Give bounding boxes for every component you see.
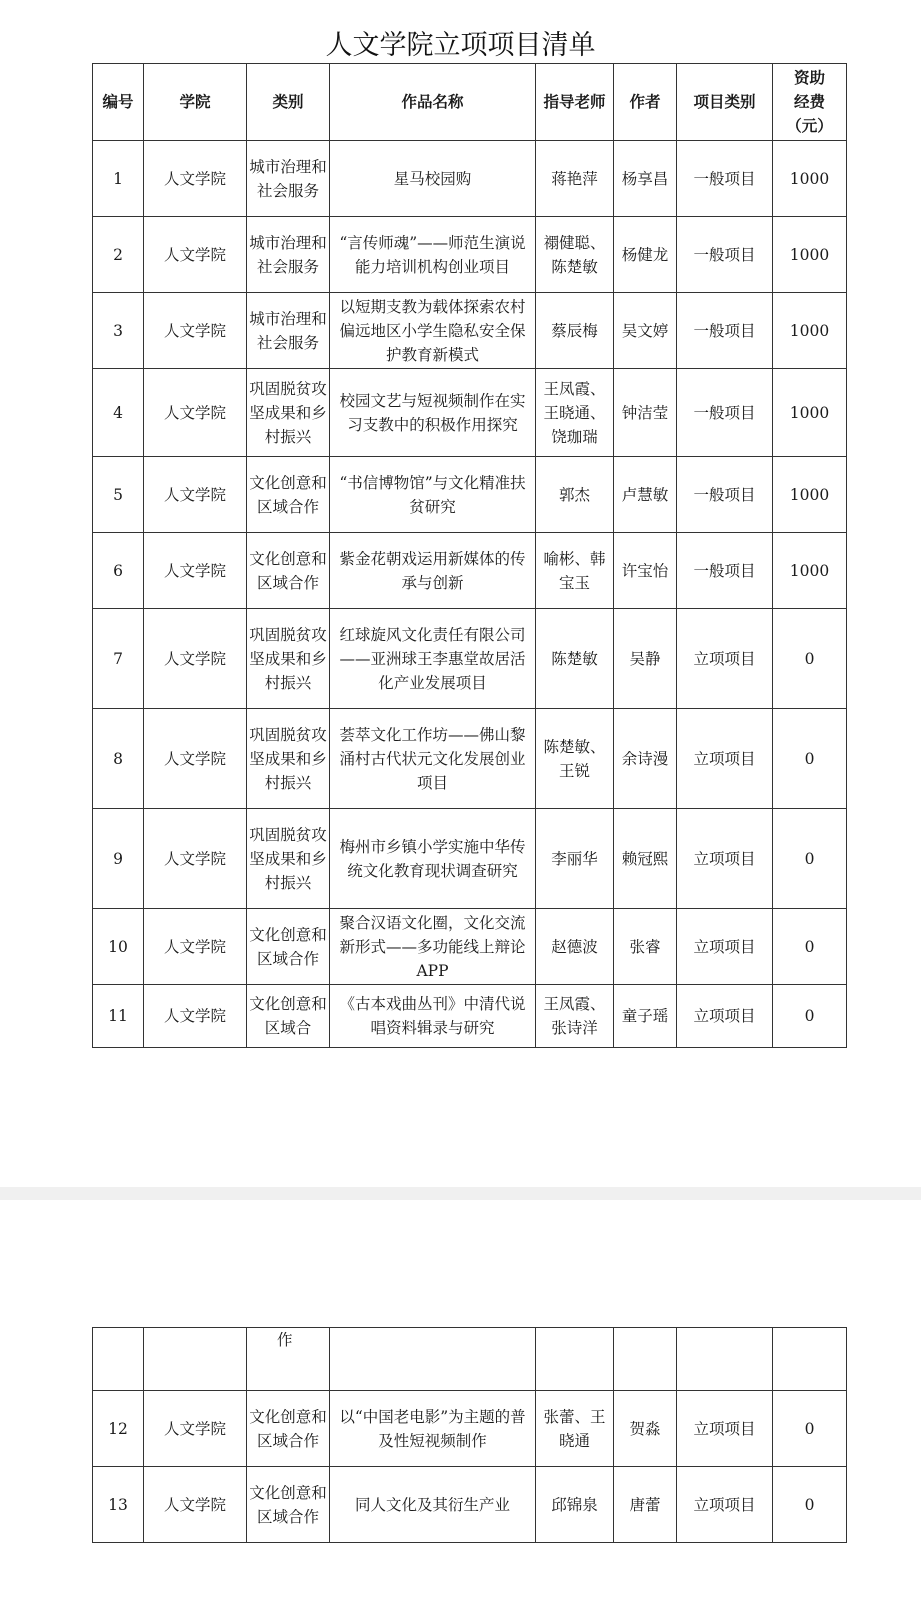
cell-no: 10 — [93, 909, 144, 985]
cell-category: 巩固脱贫攻坚成果和乡村振兴 — [247, 369, 330, 457]
header-category: 类别 — [247, 64, 330, 141]
cell-college: 人文学院 — [144, 293, 247, 369]
cell-type: 一般项目 — [677, 457, 773, 533]
table-row — [93, 141, 847, 217]
cell-advisor: 王凤霞、王晓通、饶珈瑞 — [536, 369, 614, 457]
table-row — [93, 909, 847, 985]
cell-no: 8 — [93, 709, 144, 809]
cell-advisor: 陈楚敏 — [536, 609, 614, 709]
cell-no: 2 — [93, 217, 144, 293]
cell-category: 城市治理和社会服务 — [247, 217, 330, 293]
cell-category: 城市治理和社会服务 — [247, 293, 330, 369]
cont-category-tail: 作 — [247, 1328, 330, 1391]
cell-college: 人文学院 — [144, 809, 247, 909]
cont-work-cell — [330, 1328, 536, 1391]
header-advisor: 指导老师 — [536, 64, 614, 141]
cell-advisor: 蔡辰梅 — [536, 293, 614, 369]
cell-funding: 0 — [773, 985, 847, 1048]
cell-work: 以短期支教为载体探索农村偏远地区小学生隐私安全保护教育新模式 — [330, 293, 536, 369]
cell-author: 吴静 — [614, 609, 677, 709]
cell-author: 卢慧敏 — [614, 457, 677, 533]
cell-funding: 1000 — [773, 369, 847, 457]
header-type: 项目类别 — [677, 64, 773, 141]
continuation-row — [93, 1328, 847, 1391]
cell-advisor: 邱锦泉 — [536, 1467, 614, 1543]
cell-no: 9 — [93, 809, 144, 909]
cell-college: 人文学院 — [144, 369, 247, 457]
cell-category: 文化创意和区域合作 — [247, 533, 330, 609]
cell-author: 贺淼 — [614, 1391, 677, 1467]
table-row — [93, 709, 847, 809]
cell-no: 13 — [93, 1467, 144, 1543]
cont-advisor-cell — [536, 1328, 614, 1391]
cell-funding: 1000 — [773, 141, 847, 217]
cell-type: 立项项目 — [677, 985, 773, 1048]
cell-advisor: 郭杰 — [536, 457, 614, 533]
cell-author: 张睿 — [614, 909, 677, 985]
cell-college: 人文学院 — [144, 909, 247, 985]
cell-advisor: 张蕾、王晓通 — [536, 1391, 614, 1467]
cell-category: 文化创意和区域合作 — [247, 1391, 330, 1467]
header-college: 学院 — [144, 64, 247, 141]
cell-work: 校园文艺与短视频制作在实习支教中的积极作用探究 — [330, 369, 536, 457]
cell-work: “言传师魂”——师范生演说能力培训机构创业项目 — [330, 217, 536, 293]
page-break-band — [0, 1187, 921, 1200]
cell-author: 杨享昌 — [614, 141, 677, 217]
cell-advisor: 喻彬、韩宝玉 — [536, 533, 614, 609]
cell-funding: 1000 — [773, 533, 847, 609]
header-funding-line1: 资助 — [793, 69, 825, 87]
cell-category: 文化创意和区域合作 — [247, 457, 330, 533]
cell-college: 人文学院 — [144, 609, 247, 709]
cell-category: 巩固脱贫攻坚成果和乡村振兴 — [247, 709, 330, 809]
cell-no: 3 — [93, 293, 144, 369]
cell-work: 《古本戏曲丛刊》中清代说唱资料辑录与研究 — [330, 985, 536, 1048]
cell-category: 文化创意和区域合作 — [247, 909, 330, 985]
table-row — [93, 609, 847, 709]
cell-author: 唐蕾 — [614, 1467, 677, 1543]
project-table-continued — [92, 1327, 847, 1543]
cell-author: 钟洁莹 — [614, 369, 677, 457]
table-row — [93, 457, 847, 533]
cell-type: 一般项目 — [677, 141, 773, 217]
cell-category: 巩固脱贫攻坚成果和乡村振兴 — [247, 809, 330, 909]
cell-type: 一般项目 — [677, 217, 773, 293]
header-no: 编号 — [93, 64, 144, 141]
cell-author: 杨健龙 — [614, 217, 677, 293]
cont-funding-cell — [773, 1328, 847, 1391]
cell-type: 立项项目 — [677, 709, 773, 809]
cell-advisor: 禤健聪、陈楚敏 — [536, 217, 614, 293]
cell-type: 立项项目 — [677, 909, 773, 985]
cell-funding: 0 — [773, 709, 847, 809]
cell-work: 星马校园购 — [330, 141, 536, 217]
cell-type: 一般项目 — [677, 293, 773, 369]
cell-type: 立项项目 — [677, 809, 773, 909]
cell-type: 立项项目 — [677, 609, 773, 709]
cell-author: 童子瑶 — [614, 985, 677, 1048]
cell-work: 以“中国老电影”为主题的普及性短视频制作 — [330, 1391, 536, 1467]
cell-work: 荟萃文化工作坊——佛山黎涌村古代状元文化发展创业项目 — [330, 709, 536, 809]
table-row — [93, 293, 847, 369]
cell-college: 人文学院 — [144, 1467, 247, 1543]
cell-funding: 0 — [773, 1391, 847, 1467]
cell-funding: 1000 — [773, 457, 847, 533]
header-funding — [773, 64, 847, 141]
table-row — [93, 1391, 847, 1467]
header-funding-line3: （元） — [786, 117, 833, 135]
cont-no-cell — [93, 1328, 144, 1391]
cell-college: 人文学院 — [144, 985, 247, 1048]
header-row — [93, 64, 847, 141]
cell-advisor: 赵德波 — [536, 909, 614, 985]
cont-author-cell — [614, 1328, 677, 1391]
cell-funding: 1000 — [773, 217, 847, 293]
cont-type-cell — [677, 1328, 773, 1391]
cell-work: 梅州市乡镇小学实施中华传统文化教育现状调查研究 — [330, 809, 536, 909]
cell-college: 人文学院 — [144, 1391, 247, 1467]
table-row — [93, 369, 847, 457]
cell-college: 人文学院 — [144, 141, 247, 217]
cell-funding: 0 — [773, 809, 847, 909]
cell-funding: 1000 — [773, 293, 847, 369]
cell-funding: 0 — [773, 609, 847, 709]
cell-category: 文化创意和区域合 — [247, 985, 330, 1048]
cell-advisor: 蒋艳萍 — [536, 141, 614, 217]
cell-funding: 0 — [773, 909, 847, 985]
cell-type: 立项项目 — [677, 1467, 773, 1543]
cell-author: 余诗漫 — [614, 709, 677, 809]
cell-category: 文化创意和区域合作 — [247, 1467, 330, 1543]
cell-category: 城市治理和社会服务 — [247, 141, 330, 217]
cell-advisor: 李丽华 — [536, 809, 614, 909]
cell-type: 立项项目 — [677, 1391, 773, 1467]
cell-advisor: 王凤霞、张诗洋 — [536, 985, 614, 1048]
cell-no: 6 — [93, 533, 144, 609]
table-row — [93, 533, 847, 609]
cell-type: 一般项目 — [677, 369, 773, 457]
cell-author: 吴文婷 — [614, 293, 677, 369]
cell-work: 同人文化及其衍生产业 — [330, 1467, 536, 1543]
table-row — [93, 1467, 847, 1543]
header-author: 作者 — [614, 64, 677, 141]
cell-college: 人文学院 — [144, 217, 247, 293]
cell-work: 红球旋风文化责任有限公司——亚洲球王李惠堂故居活化产业发展项目 — [330, 609, 536, 709]
cell-college: 人文学院 — [144, 709, 247, 809]
cell-author: 许宝怡 — [614, 533, 677, 609]
cell-college: 人文学院 — [144, 533, 247, 609]
header-work: 作品名称 — [330, 64, 536, 141]
cell-advisor: 陈楚敏、王锐 — [536, 709, 614, 809]
project-table — [92, 63, 847, 1048]
cell-no: 5 — [93, 457, 144, 533]
header-funding-line2: 经费 — [793, 93, 825, 111]
cell-work: 紫金花朝戏运用新媒体的传承与创新 — [330, 533, 536, 609]
page-title: 人文学院立项项目清单 — [325, 30, 596, 61]
cell-funding: 0 — [773, 1467, 847, 1543]
cell-no: 7 — [93, 609, 144, 709]
table-row — [93, 809, 847, 909]
cont-college-cell — [144, 1328, 247, 1391]
cell-type: 一般项目 — [677, 533, 773, 609]
table-row — [93, 217, 847, 293]
cell-category: 巩固脱贫攻坚成果和乡村振兴 — [247, 609, 330, 709]
cell-no: 11 — [93, 985, 144, 1048]
table-row — [93, 985, 847, 1048]
cell-college: 人文学院 — [144, 457, 247, 533]
cell-no: 4 — [93, 369, 144, 457]
cell-no: 12 — [93, 1391, 144, 1467]
cell-author: 赖冠熙 — [614, 809, 677, 909]
cell-work: “书信博物馆”与文化精准扶贫研究 — [330, 457, 536, 533]
cell-no: 1 — [93, 141, 144, 217]
cell-work: 聚合汉语文化圈，文化交流新形式——多功能线上辩论 APP — [330, 909, 536, 985]
